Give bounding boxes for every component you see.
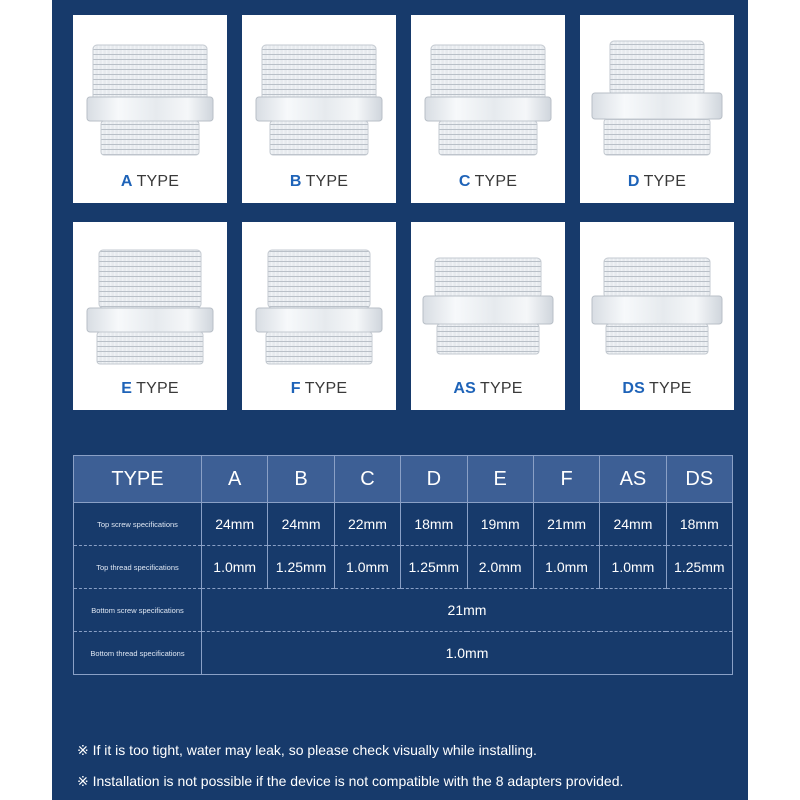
product-card-b [242, 15, 396, 203]
note-leak-warning: ※ If it is too tight, water may leak, so please check visually while installing. [77, 742, 537, 758]
product-card-ds [580, 222, 734, 410]
row-label: Top screw specifications [74, 503, 202, 546]
table-header-cell: E [467, 456, 533, 503]
spec-table [73, 455, 733, 675]
row-label: Bottom screw specifications [74, 589, 202, 632]
table-cell: 1.25mm [268, 546, 334, 589]
product-label: B TYPE [289, 173, 349, 190]
table-cell: 18mm [666, 503, 732, 546]
table-cell: 18mm [401, 503, 467, 546]
table-cell: 24mm [600, 503, 666, 546]
table-merged-cell: 1.0mm [202, 632, 733, 675]
table-header-cell: F [533, 456, 599, 503]
row-label: Bottom thread specifications [74, 632, 202, 675]
product-label: DS TYPE [622, 380, 692, 397]
table-header-cell: B [268, 456, 334, 503]
product-card-c [411, 15, 565, 203]
product-label: D TYPE [627, 173, 687, 190]
table-row [74, 589, 733, 632]
table-header-row [74, 456, 733, 503]
product-label: C TYPE [458, 173, 518, 190]
table-cell: 1.0mm [600, 546, 666, 589]
table-header-cell: D [401, 456, 467, 503]
table-row [74, 503, 733, 546]
table-cell: 1.0mm [334, 546, 400, 589]
table-cell: 19mm [467, 503, 533, 546]
product-label: E TYPE [121, 380, 179, 397]
row-label: Top thread specifications [74, 546, 202, 589]
table-header-cell: AS [600, 456, 666, 503]
table-cell: 1.0mm [202, 546, 268, 589]
table-cell: 22mm [334, 503, 400, 546]
product-card-as [411, 222, 565, 410]
note-compatibility-warning: ※ Installation is not possible if the device is not compatible with the 8 adapters provided. [77, 773, 624, 789]
table-cell: 2.0mm [467, 546, 533, 589]
product-label: A TYPE [120, 173, 180, 190]
table-cell: 21mm [533, 503, 599, 546]
table-header-cell: C [334, 456, 400, 503]
product-card-a [73, 15, 227, 203]
product-label: F TYPE [290, 380, 348, 397]
table-cell: 1.25mm [666, 546, 732, 589]
table-header-cell: A [202, 456, 268, 503]
table-header-cell: DS [666, 456, 732, 503]
table-corner-cell: TYPE [74, 456, 202, 503]
table-cell: 1.25mm [401, 546, 467, 589]
table-cell: 1.0mm [533, 546, 599, 589]
table-row [74, 546, 733, 589]
product-card-e [73, 222, 227, 410]
product-label: AS TYPE [453, 380, 523, 397]
product-card-f [242, 222, 396, 410]
table-cell: 24mm [268, 503, 334, 546]
table-cell: 24mm [202, 503, 268, 546]
table-merged-cell: 21mm [202, 589, 733, 632]
table-row [74, 632, 733, 675]
product-card-d [580, 15, 734, 203]
